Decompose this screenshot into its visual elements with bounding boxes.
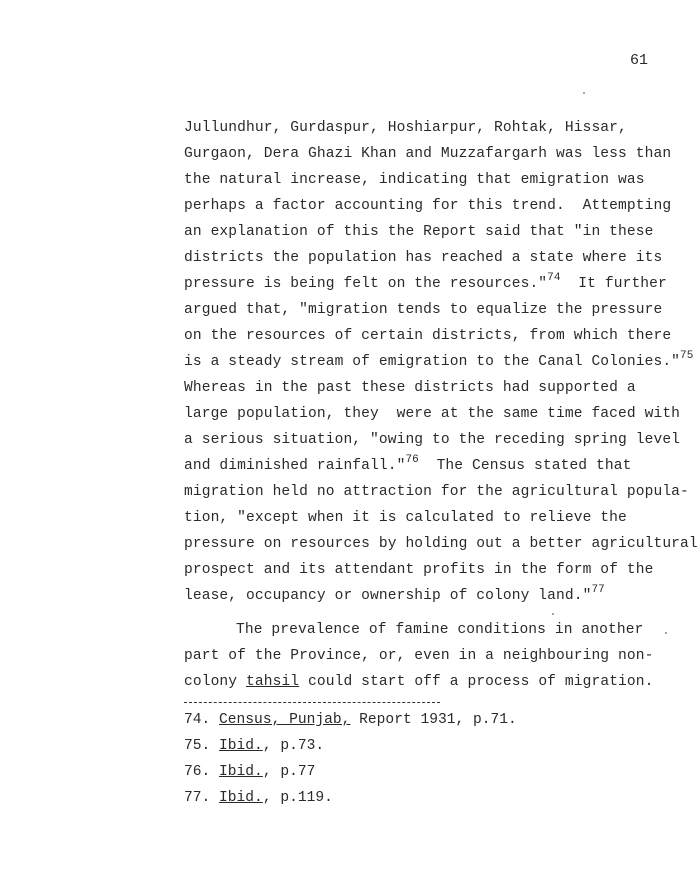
text-line: large population, they were at the same time faced with [184, 406, 681, 422]
footnote-ref-74: 74 [547, 272, 561, 284]
text-line: argued that, "migration tends to equalize the pressure [184, 302, 663, 318]
text-line: the natural increase, indicating that emigration was [184, 172, 645, 188]
footnote-76: 76. Ibid., p.77 [184, 764, 316, 780]
text-line: prospect and its attendant profits in the form of the [184, 562, 654, 578]
text-line: on the resources of certain districts, from which there [184, 328, 672, 344]
footnote-divider [184, 702, 440, 703]
scan-speck [665, 632, 667, 634]
text-line: Jullundhur, Gurdaspur, Hoshiarpur, Rohtak, Hissar, [184, 120, 627, 136]
text-line: pressure is being felt on the resources."$^{74}$ It further [184, 272, 667, 292]
paragraph-2-line: part of the Province, or, even in a neighbouring non- [184, 648, 654, 664]
text-line: Gurgaon, Dera Ghazi Khan and Muzzafargarh was less than [184, 146, 672, 162]
paragraph-2-line: colony tahsil could start off a process of migration. [184, 674, 654, 690]
text-line: tion, "except when it is calculated to relieve the [184, 510, 627, 526]
text-line: and diminished rainfall."$^{76}$ The Census stated that [184, 454, 632, 474]
text-line: pressure on resources by holding out a better agricultural [184, 536, 698, 552]
scan-speck [552, 613, 554, 615]
text-line: migration held no attraction for the agricultural popula- [184, 484, 689, 500]
footnote-ref-75: 75 [680, 350, 694, 362]
paragraph-2-line: The prevalence of famine conditions in another [236, 622, 644, 638]
scan-speck [583, 92, 585, 94]
text-line: a serious situation, "owing to the receding spring level [184, 432, 681, 448]
footnote-ref-76: 76 [405, 454, 419, 466]
footnote-74: 74. Census, Punjab, Report 1931, p.71. [184, 712, 517, 728]
footnote-75: 75. Ibid., p.73. [184, 738, 325, 754]
footnote-ref-77: 77 [591, 584, 605, 596]
page-number: 61 [630, 52, 649, 69]
text-line: districts the population has reached a state where its [184, 250, 663, 266]
footnote-77: 77. Ibid., p.119. [184, 790, 333, 806]
text-line: Whereas in the past these districts had supported a [184, 380, 636, 396]
text-line: perhaps a factor accounting for this trend. Attempting [184, 198, 672, 214]
text-line: is a steady stream of emigration to the Canal Colonies."$^{75}$ [184, 350, 694, 370]
text-line: lease, occupancy or ownership of colony land."$^{77}$ [184, 584, 605, 604]
text-line: an explanation of this the Report said that "in these [184, 224, 654, 240]
term-tahsil: tahsil [246, 674, 300, 690]
